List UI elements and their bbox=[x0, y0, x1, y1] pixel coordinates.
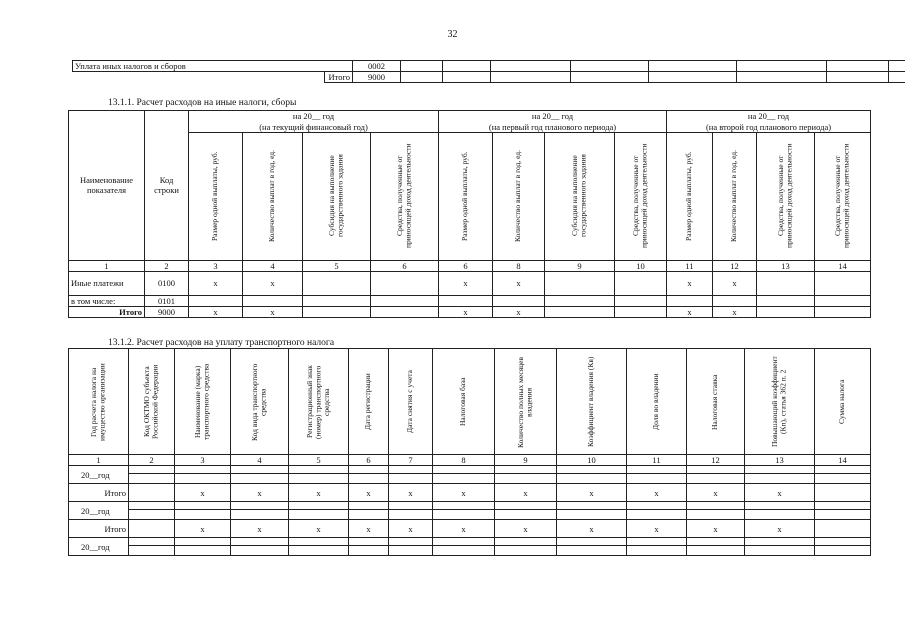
header-ownership-coefficient: Коэффициент владения (Кв) bbox=[586, 356, 596, 447]
header-months-owned: Количество полных месяцев владения bbox=[516, 355, 534, 448]
sub-income: Средства, полученные от приносящей доход деятельности bbox=[395, 143, 413, 249]
top-table bbox=[72, 60, 905, 83]
row-name-including: в том числе: bbox=[69, 295, 145, 306]
col-number: 10 bbox=[557, 455, 627, 466]
cell-x: х bbox=[667, 306, 713, 317]
row-code: 0100 bbox=[145, 271, 189, 295]
col-number: 1 bbox=[69, 455, 129, 466]
header-tax-rate: Налоговая ставка bbox=[710, 373, 720, 430]
sub-income: Средства, полученные от приносящей доход деятельности bbox=[833, 143, 851, 249]
period-1-sub: (на текущий финансовый год) bbox=[189, 122, 439, 133]
col-number: 12 bbox=[687, 455, 745, 466]
cell-x: х bbox=[557, 520, 627, 538]
col-number: 1 bbox=[69, 260, 145, 271]
col-number: 8 bbox=[493, 260, 545, 271]
period-2-header: на 20__ год bbox=[439, 111, 667, 122]
col-number: 5 bbox=[303, 260, 371, 271]
col-number: 8 bbox=[433, 455, 495, 466]
cell-x: х bbox=[243, 306, 303, 317]
page-number: 32 bbox=[447, 29, 458, 40]
cell-x: х bbox=[687, 484, 745, 502]
year-label: 20__год bbox=[69, 502, 129, 520]
row-label-total: Итого bbox=[325, 72, 353, 83]
col-number: 3 bbox=[175, 455, 231, 466]
cell-x: х bbox=[495, 484, 557, 502]
cell-x: х bbox=[389, 520, 433, 538]
cell-x: х bbox=[745, 520, 815, 538]
cell-x: х bbox=[349, 484, 389, 502]
sub-count: Количество выплат в год, ед. bbox=[267, 150, 277, 242]
sub-payment: Размер одной выплаты, руб. bbox=[210, 151, 220, 241]
cell-x: х bbox=[493, 271, 545, 295]
cell-x: х bbox=[289, 520, 349, 538]
sub-count: Количество выплат в год, ед. bbox=[729, 150, 739, 242]
cell-x: х bbox=[687, 520, 745, 538]
cell-x: х bbox=[557, 484, 627, 502]
header-year: Год расчета налога на имущество организации bbox=[89, 362, 107, 441]
col-number: 12 bbox=[713, 260, 757, 271]
cell-x: х bbox=[667, 271, 713, 295]
period-1-header: на 20__ год bbox=[189, 111, 439, 122]
cell-x: х bbox=[493, 306, 545, 317]
cell-x: х bbox=[189, 306, 243, 317]
cell-x: х bbox=[389, 484, 433, 502]
col-number: 2 bbox=[145, 260, 189, 271]
sub-subsidy: Субсидия на выполнение государственного задания bbox=[570, 154, 588, 238]
section2-table bbox=[68, 348, 871, 556]
col-number: 10 bbox=[615, 260, 667, 271]
col-number: 3 bbox=[189, 260, 243, 271]
sub-income: Средства, полученные от приносящей доход деятельности bbox=[631, 143, 649, 249]
sub-payment: Размер одной выплаты, руб. bbox=[684, 151, 694, 241]
cell-x: х bbox=[349, 520, 389, 538]
col-number: 5 bbox=[289, 455, 349, 466]
cell-x: х bbox=[243, 271, 303, 295]
col-number: 2 bbox=[129, 455, 175, 466]
col-number: 11 bbox=[667, 260, 713, 271]
cell-x: х bbox=[231, 484, 289, 502]
total-label: Итого bbox=[69, 520, 129, 538]
cell-x: х bbox=[289, 484, 349, 502]
cell-x: х bbox=[433, 520, 495, 538]
header-ownership-share: Доля во владении bbox=[651, 373, 661, 430]
sub-payment: Размер одной выплаты, руб. bbox=[460, 151, 470, 241]
col-code-header: Код строки bbox=[145, 111, 189, 261]
row-code: 9000 bbox=[145, 306, 189, 317]
cell-x: х bbox=[713, 271, 757, 295]
cell-x: х bbox=[189, 271, 243, 295]
col-number: 14 bbox=[815, 260, 871, 271]
header-registration-date: Дата регистрации bbox=[363, 373, 373, 430]
cell-x: х bbox=[495, 520, 557, 538]
col-number: 4 bbox=[243, 260, 303, 271]
year-label: 20__год bbox=[69, 466, 129, 484]
cell-x: х bbox=[627, 520, 687, 538]
col-number: 9 bbox=[495, 455, 557, 466]
col-number: 14 bbox=[815, 455, 871, 466]
cell-x: х bbox=[627, 484, 687, 502]
col-number: 4 bbox=[231, 455, 289, 466]
period-2-sub: (на первый год планового периода) bbox=[439, 122, 667, 133]
header-oktmo: Код ОКТМО субъекта Российской Федерации bbox=[142, 364, 160, 439]
col-number: 6 bbox=[439, 260, 493, 271]
section1-title: 13.1.1. Расчет расходов на иные налоги, сборы bbox=[108, 98, 297, 108]
header-increasing-coefficient: Повышающий коэффициент (Кп), статья 362 п. 2 bbox=[770, 356, 788, 447]
cell-x: х bbox=[175, 520, 231, 538]
row-code: 0002 bbox=[353, 61, 401, 72]
cell-x: х bbox=[175, 484, 231, 502]
period-3-header: на 20__ год bbox=[667, 111, 871, 122]
cell-x: х bbox=[745, 484, 815, 502]
sub-subsidy: Субсидия на выполнение государственного задания bbox=[327, 154, 345, 238]
row-name-total: Итого bbox=[69, 306, 145, 317]
col-number: 13 bbox=[745, 455, 815, 466]
header-tax-base: Налоговая база bbox=[458, 377, 468, 426]
period-3-sub: (на второй год планового периода) bbox=[667, 122, 871, 133]
cell-x: х bbox=[439, 306, 493, 317]
col-number: 9 bbox=[545, 260, 615, 271]
col-number: 6 bbox=[349, 455, 389, 466]
cell-x: х bbox=[439, 271, 493, 295]
row-code: 9000 bbox=[353, 72, 401, 83]
sub-count: Количество выплат в год, ед. bbox=[513, 150, 523, 242]
sub-income: Средства, полученные от приносящей доход деятельности bbox=[776, 143, 794, 249]
row-code: 0101 bbox=[145, 295, 189, 306]
col-number: 11 bbox=[627, 455, 687, 466]
col-number: 7 bbox=[389, 455, 433, 466]
header-tax-amount: Сумма налога bbox=[837, 379, 847, 424]
col-number: 13 bbox=[757, 260, 815, 271]
section1-table bbox=[68, 110, 871, 318]
section2-title: 13.1.2. Расчет расходов на уплату транспортного налога bbox=[108, 338, 335, 348]
cell-x: х bbox=[231, 520, 289, 538]
col-name-header: Наименование показателя bbox=[69, 111, 145, 261]
header-vehicle-type-code: Код вида транспортного средства bbox=[250, 362, 268, 441]
cell-x: х bbox=[713, 306, 757, 317]
col-number: 6 bbox=[371, 260, 439, 271]
header-registration-plate: Регистрационный знак (номер) транспортного средства bbox=[304, 364, 331, 439]
header-vehicle-name: Наименование (марка) транспортного средства bbox=[193, 363, 211, 440]
cell-x: х bbox=[433, 484, 495, 502]
total-label: Итого bbox=[69, 484, 129, 502]
row-label-other-taxes: Уплата иных налогов и сборов bbox=[73, 61, 353, 72]
row-name-other-payments: Иные платежи bbox=[69, 271, 145, 295]
header-deregistration-date: Дата снятия с учета bbox=[405, 370, 415, 433]
year-label: 20__год bbox=[69, 538, 129, 556]
